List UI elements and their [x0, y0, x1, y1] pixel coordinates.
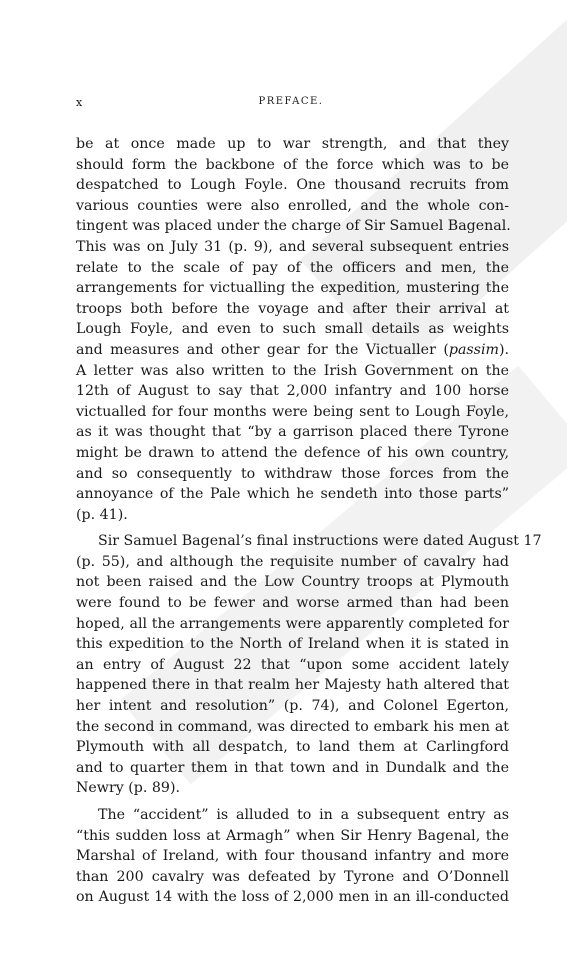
text-line: (p. 55), and although the requisite number of cavalry had	[76, 553, 509, 570]
text-line: than 200 cavalry was defeated by Tyrone and O’Donnell	[76, 868, 509, 885]
page-number: x	[76, 96, 84, 109]
text-line: relate to the scale of pay of the officers and men, the	[76, 259, 509, 276]
paragraph-3	[76, 805, 509, 908]
text-line: arrangements for victualling the expedition, mustering the	[76, 280, 509, 297]
text-line: Lough Foyle, and even to such small details as weights	[76, 321, 509, 338]
text-line: and so consequently to withdraw those forces from the	[76, 465, 509, 482]
text-line: should form the backbone of the force which was to be	[76, 156, 509, 173]
text-line: annoyance of the Pale which he sendeth into those parts”	[76, 486, 509, 503]
text-line: might be drawn to attend the defence of his own country,	[76, 444, 509, 461]
text-line: despatched to Lough Foyle. One thousand recruits from	[76, 177, 509, 194]
text-line: and measures and other gear for the Victualler (passim).	[76, 341, 509, 358]
running-title: PREFACE.	[258, 96, 324, 107]
text-line: “this sudden loss at Armagh” when Sir Henry Bagenal, the	[76, 827, 509, 844]
text-line: not been raised and the Low Country troops at Plymouth	[76, 574, 509, 591]
text-line: victualled for four months were being sent to Lough Foyle,	[76, 403, 509, 420]
paragraph-1	[76, 134, 509, 525]
text-line: tingent was placed under the charge of Sir Samuel Bagenal.	[76, 218, 511, 235]
running-header	[76, 96, 506, 116]
text-line: an entry of August 22 that “upon some accident lately	[76, 656, 509, 673]
text-line: Plymouth with all despatch, to land them at Carlingford	[76, 739, 509, 756]
text-line: this expedition to the North of Ireland when it is stated in	[76, 636, 509, 653]
text-line: were found to be fewer and worse armed than had been	[76, 595, 509, 612]
paragraph-2	[76, 531, 542, 799]
text-line: A letter was also written to the Irish Government on the	[76, 362, 509, 379]
text-line: happened there in that realm her Majesty hath altered that	[76, 677, 509, 694]
text-line: 12th of August to say that 2,000 infantry and 100 horse	[76, 383, 509, 400]
text-line: her intent and resolution” (p. 74), and Colonel Egerton,	[76, 698, 509, 715]
text-line: and to quarter them in that town and in Dundalk and the	[76, 759, 509, 776]
text-line: troops both before the voyage and after their arrival at	[76, 300, 509, 317]
text-line: Marshal of Ireland, with four thousand infantry and more	[76, 848, 509, 865]
text-line: The “accident” is alluded to in a subsequent entry as	[98, 807, 509, 823]
text-line: Sir Samuel Bagenal’s final instructions were dated August 17	[98, 533, 542, 550]
text-line: various counties were also enrolled, and the whole con-	[76, 197, 509, 214]
text-line: as it was thought that “by a garrison placed there Tyrone	[76, 424, 509, 441]
text-line: Newry (p. 89).	[76, 780, 180, 797]
text-line: on August 14 with the loss of 2,000 men in an ill-conducted	[76, 889, 509, 906]
text-line: This was on July 31 (p. 9), and several subsequent entries	[76, 238, 509, 255]
text-line: be at once made up to war strength, and that they	[76, 136, 509, 152]
text-line: the second in command, was directed to embark his men at	[76, 718, 509, 735]
text-line: hoped, all the arrangements were apparently completed for	[76, 615, 509, 632]
text-line: (p. 41).	[76, 506, 128, 523]
body-text	[76, 134, 542, 914]
